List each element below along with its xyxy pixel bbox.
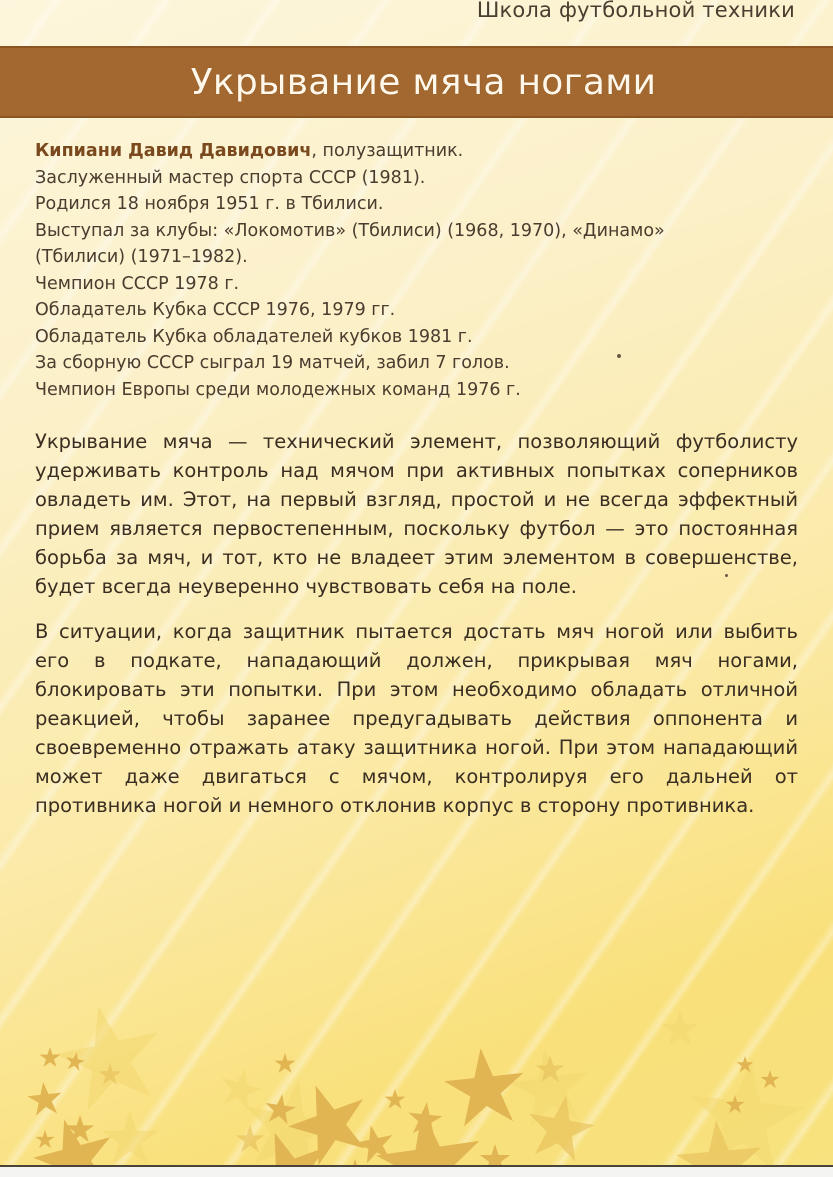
- bio-line: Обладатель Кубка обладателей кубков 1981 г.: [35, 326, 473, 347]
- bio-line: Чемпион СССР 1978 г.: [35, 273, 240, 294]
- bio-line: Заслуженный мастер спорта СССР (1981).: [35, 167, 426, 188]
- player-bio: [35, 138, 715, 403]
- bio-line: Чемпион Европы среди молодежных команд 1976 г.: [35, 379, 521, 400]
- page-title: Укрывание мяча ногами: [190, 61, 657, 103]
- bio-line: За сборную СССР сыграл 19 матчей, забил 7 голов.: [35, 353, 510, 373]
- page-edge: [0, 1165, 833, 1177]
- body-paragraph: В ситуации, когда защитник пытается достать мяч ногой или выбить его в подкате, нападающий должен, прикрывая мяч ногами, блокировать эти попытки. При этом необходимо обладать отличной реакцией, чтобы заранее предугадывать действия оппонента и своевременно отражать атаку защитника ногой. При этом нападающий может даже двигаться с мячом, контролируя его дальней от противника ногой и немного отклонив корпус в сторону противника.: [35, 620, 798, 817]
- print-speck: [617, 354, 621, 358]
- section-label: Школа футбольной техники: [476, 0, 795, 22]
- bio-heading: [35, 138, 715, 165]
- bio-line: Выступал за клубы: «Локомотив» (Тбилиси) (1968, 1970), «Динамо»: [35, 220, 665, 241]
- bio-line: Родился 18 ноября 1951 г. в Тбилиси.: [35, 194, 384, 214]
- bio-line: Обладатель Кубка СССР 1976, 1979 гг.: [35, 300, 396, 320]
- player-name: Кипиани Давид Давидович: [35, 141, 312, 161]
- title-banner: [0, 46, 833, 118]
- stars-decoration: [0, 980, 833, 1165]
- bio-line: (Тбилиси) (1971–1982).: [35, 247, 248, 267]
- body-paragraph: Укрывание мяча — технический элемент, позволяющий футболисту удерживать контроль над мячом при активных попытках соперников овладеть им. Этот, на первый взгляд, простой и не всегда эффектный прием является первостепенным, поскольку футбол — это постоянная борьба за мяч, и тот, кто не владеет этим элементом в совершенстве, будет всегда неуверенно чувствовать себя на поле.: [35, 430, 798, 598]
- player-position: , полузащитник.: [311, 141, 464, 161]
